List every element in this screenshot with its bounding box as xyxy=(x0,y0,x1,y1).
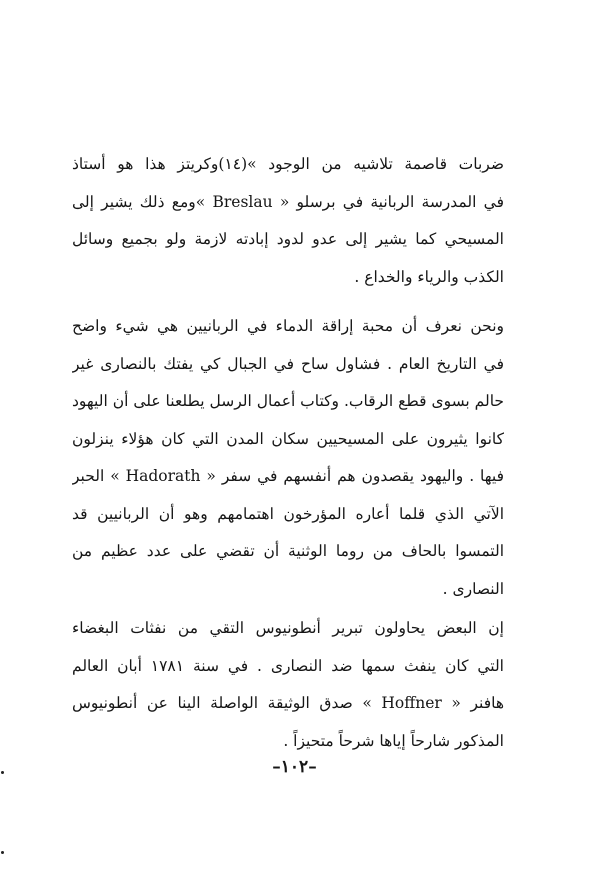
paragraph-2-line-5: فيها . واليهود يقصدون هم أنفسهم في سفر « Hadorath » الحبر xyxy=(72,467,504,485)
paragraph-3-line-2: التي كان ينفث سمها ضد النصارى . في سنة ١٧٨١ أبان العالم xyxy=(72,656,504,675)
paragraph-1 xyxy=(72,146,504,296)
paragraph-2-line-7: التمسوا بالحاف من روما الوثنية أن تقضي على عدد عظيم من xyxy=(72,542,504,560)
paragraph-2-line-3: حالم بسوى قطع الرقاب. وكتاب أعمال الرسل يطلعنا على أن اليهود xyxy=(72,392,504,410)
paragraph-3-line-4: المذكور شارحاً إياها شرحاً متحيزاً . xyxy=(283,731,504,750)
paragraph-1-line-2: في المدرسة الربانية في برسلو « Breslau »ومع ذلك يشير إلى xyxy=(72,192,504,211)
paragraph-3-line-3: هافنر « Hoffner » صدق الوثيقة الواصلة الينا عن أنطونيوس xyxy=(72,694,504,712)
page-number: –١٠٢– xyxy=(272,757,317,777)
paragraph-1-line-1: ضربات قاصمة تلاشيه من الوجود »(١٤)وكريتز هذا هو أستاذ xyxy=(72,155,504,173)
paragraph-2 xyxy=(72,308,504,608)
scan-speck xyxy=(1,851,4,854)
paragraph-2-line-4: كانوا يثيرون على المسيحيين سكان المدن التي كان هؤلاء ينزلون xyxy=(72,429,504,448)
paragraph-1-line-4: الكذب والرياء والخداع . xyxy=(354,267,504,286)
paragraph-1-line-3: المسيحي كما يشير إلى عدو لدود إبادته لازمة ولو بجميع وسائل xyxy=(72,230,504,248)
paragraph-2-line-6: الآتي الذي قلما أعاره المؤرخون اهتمامهم وهو أن الربانيين قد xyxy=(72,504,504,523)
scan-speck xyxy=(1,771,4,774)
paragraph-3-line-1: إن البعض يحاولون تبرير أنطونيوس التقي من نفثات البغضاء xyxy=(72,619,504,637)
paragraph-2-line-8: النصارى . xyxy=(442,579,504,598)
paragraph-2-line-1: ونحن نعرف أن محبة إراقة الدماء في الربانيين هي شيء واضح xyxy=(72,317,504,335)
paragraph-3 xyxy=(72,610,504,760)
paragraph-2-line-2: في التاريخ العام . فشاول ساح في الجبال كي يفتك بالنصارى غير xyxy=(72,354,504,373)
